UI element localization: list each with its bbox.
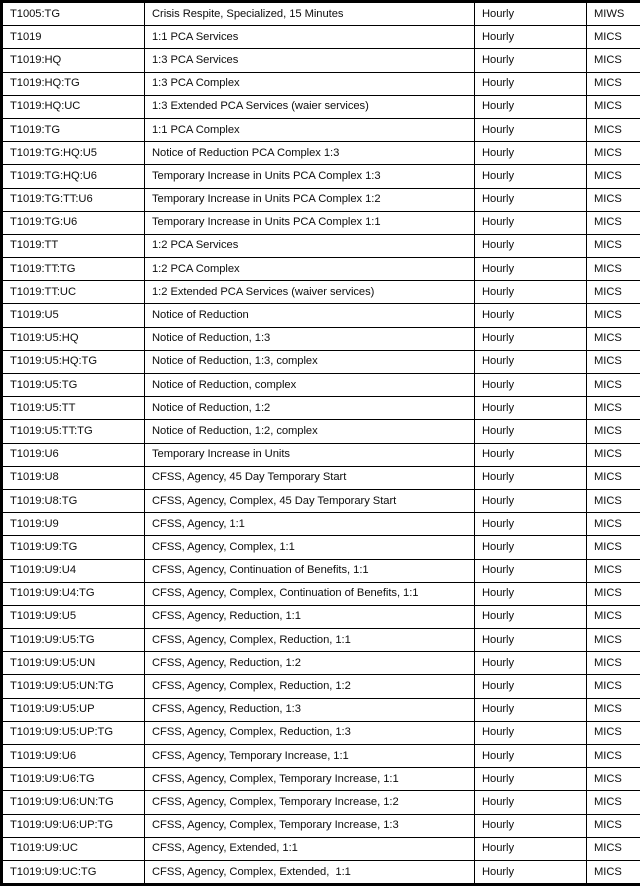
table-row: [2, 2, 640, 26]
unit-of-service-cell: Hourly: [475, 188, 587, 211]
service-code-cell: T1019:U5: [2, 304, 145, 327]
program-code-cell: MICS: [587, 49, 640, 72]
service-code-cell: T1019:TT: [2, 234, 145, 257]
service-code-cell: T1019:U9:TG: [2, 536, 145, 559]
service-code-cell: T1019:U9:UC:TG: [2, 860, 145, 884]
table-row: [2, 49, 640, 72]
service-description-cell: CFSS, Agency, Reduction, 1:2: [145, 652, 475, 675]
program-code-cell: MIWS: [587, 2, 640, 26]
program-code-cell: MICS: [587, 165, 640, 188]
service-code-cell: T1019:TG:TT:U6: [2, 188, 145, 211]
unit-of-service-cell: Hourly: [475, 397, 587, 420]
program-code-cell: MICS: [587, 536, 640, 559]
table-row: [2, 629, 640, 652]
table-row: [2, 489, 640, 512]
service-description-cell: CFSS, Agency, Reduction, 1:3: [145, 698, 475, 721]
service-description-cell: CFSS, Agency, Continuation of Benefits, 1:1: [145, 559, 475, 582]
program-code-cell: MICS: [587, 513, 640, 536]
service-code-cell: T1019:U8: [2, 466, 145, 489]
service-description-cell: CFSS, Agency, 45 Day Temporary Start: [145, 466, 475, 489]
unit-of-service-cell: Hourly: [475, 165, 587, 188]
service-code-cell: T1019:U9:U5:UN:TG: [2, 675, 145, 698]
service-code-cell: T1019:U5:TT:TG: [2, 420, 145, 443]
program-code-cell: MICS: [587, 118, 640, 141]
program-code-cell: MICS: [587, 188, 640, 211]
service-code-cell: T1019:U5:HQ:TG: [2, 350, 145, 373]
table-row: [2, 721, 640, 744]
table-row: [2, 791, 640, 814]
table-row: [2, 675, 640, 698]
unit-of-service-cell: Hourly: [475, 26, 587, 49]
table-row: [2, 397, 640, 420]
table-row: [2, 513, 640, 536]
table-row: [2, 327, 640, 350]
program-code-cell: MICS: [587, 234, 640, 257]
service-description-cell: CFSS, Agency, Reduction, 1:1: [145, 605, 475, 628]
program-code-cell: MICS: [587, 443, 640, 466]
unit-of-service-cell: Hourly: [475, 72, 587, 95]
program-code-cell: MICS: [587, 489, 640, 512]
program-code-cell: MICS: [587, 814, 640, 837]
service-code-cell: T1019:U9:U6:UN:TG: [2, 791, 145, 814]
service-code-cell: T1019:U6: [2, 443, 145, 466]
table-row: [2, 142, 640, 165]
service-code-cell: T1019:U8:TG: [2, 489, 145, 512]
program-code-cell: MICS: [587, 582, 640, 605]
table-row: [2, 559, 640, 582]
service-code-cell: T1019:U5:HQ: [2, 327, 145, 350]
unit-of-service-cell: Hourly: [475, 327, 587, 350]
unit-of-service-cell: Hourly: [475, 791, 587, 814]
table-row: [2, 26, 640, 49]
table-row: [2, 652, 640, 675]
service-code-cell: T1019:U9:U5:UN: [2, 652, 145, 675]
table-row: [2, 745, 640, 768]
service-description-cell: CFSS, Agency, Complex, Reduction, 1:3: [145, 721, 475, 744]
program-code-cell: MICS: [587, 211, 640, 234]
unit-of-service-cell: Hourly: [475, 814, 587, 837]
table-row: [2, 234, 640, 257]
unit-of-service-cell: Hourly: [475, 95, 587, 118]
service-code-cell: T1005:TG: [2, 2, 145, 26]
program-code-cell: MICS: [587, 559, 640, 582]
unit-of-service-cell: Hourly: [475, 489, 587, 512]
service-code-cell: T1019:U5:TG: [2, 374, 145, 397]
service-code-cell: T1019:U9:U6:TG: [2, 768, 145, 791]
table-row: [2, 466, 640, 489]
service-code-cell: T1019:HQ:TG: [2, 72, 145, 95]
service-description-cell: 1:2 Extended PCA Services (waiver services): [145, 281, 475, 304]
program-code-cell: MICS: [587, 327, 640, 350]
service-description-cell: Temporary Increase in Units PCA Complex 1:2: [145, 188, 475, 211]
service-description-cell: Notice of Reduction, 1:2, complex: [145, 420, 475, 443]
unit-of-service-cell: Hourly: [475, 374, 587, 397]
unit-of-service-cell: Hourly: [475, 443, 587, 466]
program-code-cell: MICS: [587, 629, 640, 652]
service-description-cell: Temporary Increase in Units PCA Complex 1:1: [145, 211, 475, 234]
service-code-cell: T1019:TG:HQ:U6: [2, 165, 145, 188]
unit-of-service-cell: Hourly: [475, 350, 587, 373]
unit-of-service-cell: Hourly: [475, 420, 587, 443]
table-row: [2, 582, 640, 605]
unit-of-service-cell: Hourly: [475, 466, 587, 489]
table-row: [2, 118, 640, 141]
service-code-cell: T1019:U9:U5:TG: [2, 629, 145, 652]
program-code-cell: MICS: [587, 350, 640, 373]
service-description-cell: Notice of Reduction: [145, 304, 475, 327]
unit-of-service-cell: Hourly: [475, 118, 587, 141]
service-description-cell: Notice of Reduction, 1:3, complex: [145, 350, 475, 373]
unit-of-service-cell: Hourly: [475, 258, 587, 281]
unit-of-service-cell: Hourly: [475, 582, 587, 605]
service-description-cell: 1:3 PCA Complex: [145, 72, 475, 95]
program-code-cell: MICS: [587, 675, 640, 698]
unit-of-service-cell: Hourly: [475, 536, 587, 559]
service-code-cell: T1019:U9:U5:UP:TG: [2, 721, 145, 744]
unit-of-service-cell: Hourly: [475, 745, 587, 768]
service-code-cell: T1019:U5:TT: [2, 397, 145, 420]
service-description-cell: CFSS, Agency, Complex, Reduction, 1:1: [145, 629, 475, 652]
program-code-cell: MICS: [587, 304, 640, 327]
service-code-cell: T1019:U9:U6: [2, 745, 145, 768]
service-description-cell: CFSS, Agency, Complex, Temporary Increase, 1:2: [145, 791, 475, 814]
unit-of-service-cell: Hourly: [475, 652, 587, 675]
service-code-cell: T1019:U9:U4:TG: [2, 582, 145, 605]
table-row: [2, 95, 640, 118]
program-code-cell: MICS: [587, 721, 640, 744]
table-row: [2, 605, 640, 628]
service-description-cell: Notice of Reduction, 1:3: [145, 327, 475, 350]
service-description-cell: Notice of Reduction, complex: [145, 374, 475, 397]
table-body: [2, 2, 640, 885]
unit-of-service-cell: Hourly: [475, 49, 587, 72]
program-code-cell: MICS: [587, 837, 640, 860]
service-description-cell: CFSS, Agency, Complex, Temporary Increase, 1:1: [145, 768, 475, 791]
service-code-cell: T1019:TG:HQ:U5: [2, 142, 145, 165]
table-row: [2, 443, 640, 466]
table-row: [2, 258, 640, 281]
table-row: [2, 374, 640, 397]
table-row: [2, 211, 640, 234]
program-code-cell: MICS: [587, 420, 640, 443]
service-code-cell: T1019:U9:UC: [2, 837, 145, 860]
unit-of-service-cell: Hourly: [475, 513, 587, 536]
service-code-cell: T1019: [2, 26, 145, 49]
service-description-cell: 1:1 PCA Complex: [145, 118, 475, 141]
service-description-cell: CFSS, Agency, Complex, 45 Day Temporary Start: [145, 489, 475, 512]
table-row: [2, 420, 640, 443]
table-row: [2, 860, 640, 884]
service-code-cell: T1019:U9:U6:UP:TG: [2, 814, 145, 837]
table-row: [2, 72, 640, 95]
service-code-cell: T1019:TT:UC: [2, 281, 145, 304]
program-code-cell: MICS: [587, 768, 640, 791]
service-description-cell: Notice of Reduction, 1:2: [145, 397, 475, 420]
service-code-cell: T1019:HQ:UC: [2, 95, 145, 118]
service-description-cell: 1:2 PCA Services: [145, 234, 475, 257]
program-code-cell: MICS: [587, 652, 640, 675]
table-row: [2, 350, 640, 373]
service-description-cell: CFSS, Agency, Complex, Extended, 1:1: [145, 860, 475, 884]
program-code-cell: MICS: [587, 745, 640, 768]
program-code-cell: MICS: [587, 281, 640, 304]
service-description-cell: CFSS, Agency, Complex, Temporary Increase, 1:3: [145, 814, 475, 837]
service-description-cell: CFSS, Agency, Extended, 1:1: [145, 837, 475, 860]
service-code-cell: T1019:U9:U5: [2, 605, 145, 628]
unit-of-service-cell: Hourly: [475, 559, 587, 582]
program-code-cell: MICS: [587, 142, 640, 165]
unit-of-service-cell: Hourly: [475, 304, 587, 327]
service-description-cell: CFSS, Agency, Complex, Reduction, 1:2: [145, 675, 475, 698]
unit-of-service-cell: Hourly: [475, 2, 587, 26]
program-code-cell: MICS: [587, 791, 640, 814]
table-row: [2, 188, 640, 211]
service-description-cell: 1:3 Extended PCA Services (waier services): [145, 95, 475, 118]
table-row: [2, 304, 640, 327]
unit-of-service-cell: Hourly: [475, 234, 587, 257]
program-code-cell: MICS: [587, 605, 640, 628]
unit-of-service-cell: Hourly: [475, 698, 587, 721]
program-code-cell: MICS: [587, 26, 640, 49]
unit-of-service-cell: Hourly: [475, 281, 587, 304]
service-description-cell: Crisis Respite, Specialized, 15 Minutes: [145, 2, 475, 26]
table-row: [2, 814, 640, 837]
service-code-cell: T1019:TG:U6: [2, 211, 145, 234]
service-code-cell: T1019:TT:TG: [2, 258, 145, 281]
table-row: [2, 698, 640, 721]
service-description-cell: CFSS, Agency, Temporary Increase, 1:1: [145, 745, 475, 768]
program-code-cell: MICS: [587, 397, 640, 420]
program-code-cell: MICS: [587, 698, 640, 721]
service-description-cell: Notice of Reduction PCA Complex 1:3: [145, 142, 475, 165]
program-code-cell: MICS: [587, 72, 640, 95]
service-description-cell: Temporary Increase in Units: [145, 443, 475, 466]
unit-of-service-cell: Hourly: [475, 211, 587, 234]
service-description-cell: 1:3 PCA Services: [145, 49, 475, 72]
service-description-cell: CFSS, Agency, Complex, 1:1: [145, 536, 475, 559]
program-code-cell: MICS: [587, 860, 640, 884]
unit-of-service-cell: Hourly: [475, 721, 587, 744]
program-code-cell: MICS: [587, 95, 640, 118]
service-code-cell: T1019:U9: [2, 513, 145, 536]
table-row: [2, 165, 640, 188]
service-description-cell: 1:1 PCA Services: [145, 26, 475, 49]
service-description-cell: 1:2 PCA Complex: [145, 258, 475, 281]
unit-of-service-cell: Hourly: [475, 142, 587, 165]
service-description-cell: CFSS, Agency, Complex, Continuation of Benefits, 1:1: [145, 582, 475, 605]
unit-of-service-cell: Hourly: [475, 768, 587, 791]
table-row: [2, 768, 640, 791]
unit-of-service-cell: Hourly: [475, 629, 587, 652]
service-code-cell: T1019:U9:U4: [2, 559, 145, 582]
service-code-cell: T1019:TG: [2, 118, 145, 141]
program-code-cell: MICS: [587, 374, 640, 397]
table-row: [2, 281, 640, 304]
table-row: [2, 837, 640, 860]
service-description-cell: Temporary Increase in Units PCA Complex 1:3: [145, 165, 475, 188]
unit-of-service-cell: Hourly: [475, 837, 587, 860]
service-code-cell: T1019:HQ: [2, 49, 145, 72]
service-code-cell: T1019:U9:U5:UP: [2, 698, 145, 721]
program-code-cell: MICS: [587, 258, 640, 281]
unit-of-service-cell: Hourly: [475, 675, 587, 698]
table-row: [2, 536, 640, 559]
unit-of-service-cell: Hourly: [475, 860, 587, 884]
program-code-cell: MICS: [587, 466, 640, 489]
unit-of-service-cell: Hourly: [475, 605, 587, 628]
service-description-cell: CFSS, Agency, 1:1: [145, 513, 475, 536]
